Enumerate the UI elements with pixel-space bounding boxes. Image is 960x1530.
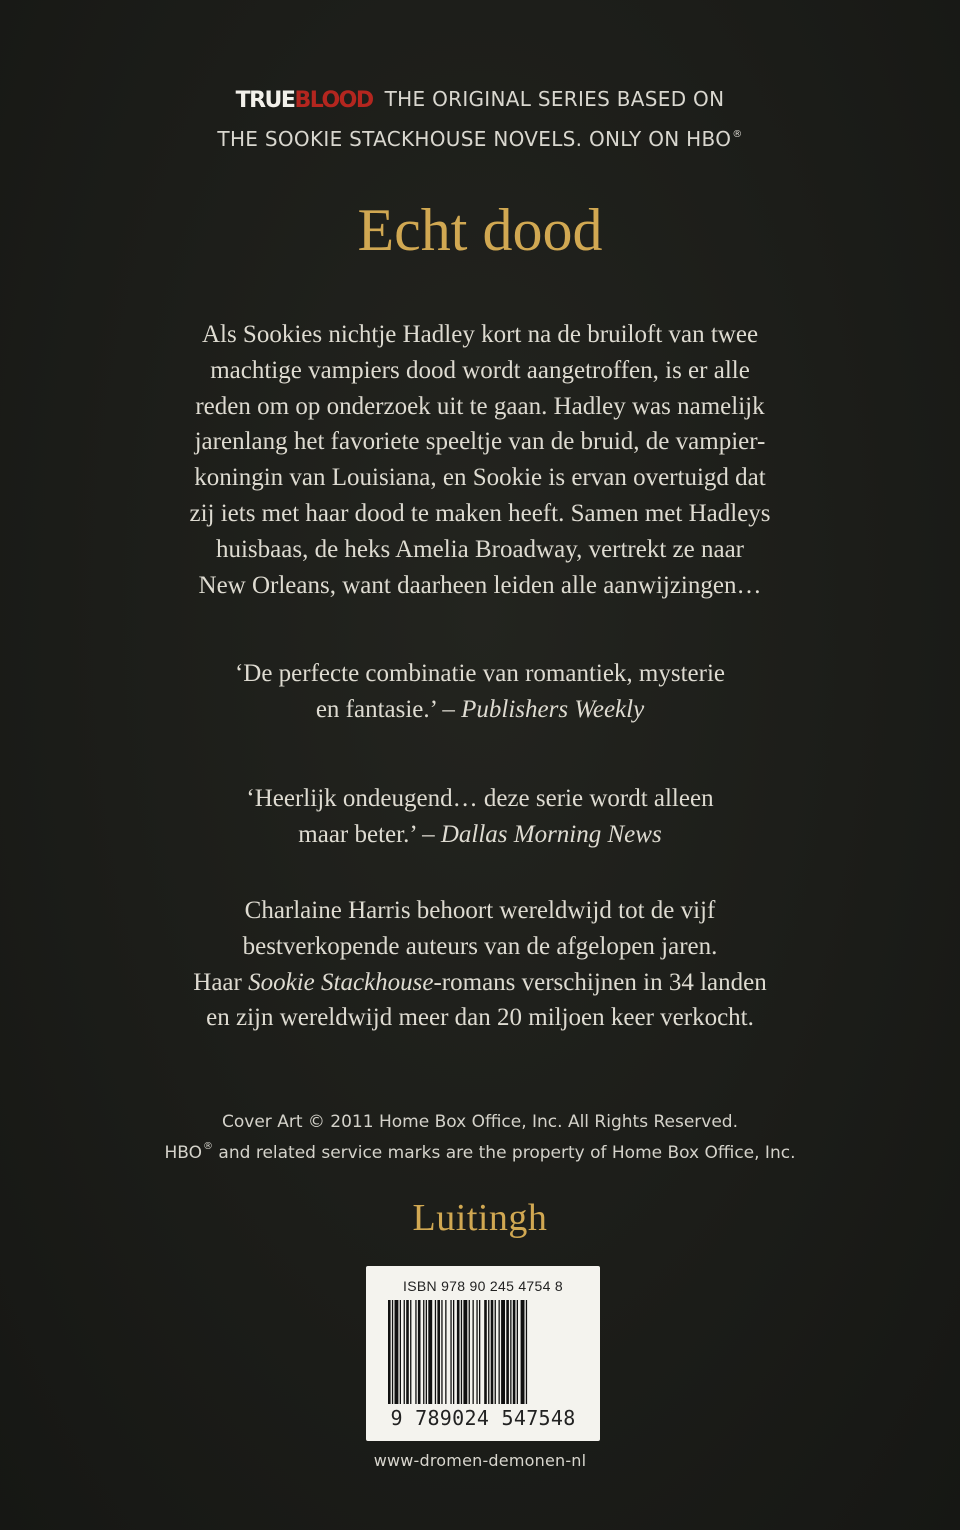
- copyright-notice: Cover Art © 2011 Home Box Office, Inc. All Rights Reserved.: [222, 1112, 738, 1132]
- quote-source: Dallas Morning News: [440, 820, 662, 848]
- publisher-logo: Luitingh: [412, 1197, 548, 1239]
- series-tagline-line2: THE SOOKIE STACKHOUSE NOVELS. ONLY ON HBO®: [217, 127, 743, 151]
- synopsis-line: zij iets met haar dood te maken heeft. Samen met Hadleys: [189, 499, 771, 527]
- review-quote-publishers-weekly: ‘De perfecte combinatie van romantiek, mysterie en fantasie.’ – Publishers Weekly: [234, 660, 726, 723]
- author-bio: Charlaine Harris behoort wereldwijd tot de vijf bestverkopende auteurs van de afgelopen jaren. Haar Sookie Stackhouse-romans verschijnen in 34 landen en zijn wereldwijd meer dan 20 miljoen keer verkocht.: [193, 897, 767, 1032]
- true-blood-logo: TRUEBLOOD: [235, 88, 373, 113]
- synopsis-line: huisbaas, de heks Amelia Broadway, vertrekt ze naar: [215, 535, 745, 563]
- synopsis-line: machtige vampiers dood wordt aangetroffen, is er alle: [210, 356, 750, 384]
- trademark-notice: HBO® and related service marks are the property of Home Box Office, Inc.: [164, 1141, 796, 1163]
- synopsis-line: jarenlang het favoriete speeltje van de bruid, de vampier-: [194, 428, 766, 456]
- barcode-number: 9 789024 547548: [390, 1406, 576, 1430]
- series-tagline-line1: TRUEBLOOD THE ORIGINAL SERIES BASED ON: [235, 87, 725, 113]
- barcode-bars-icon: [386, 1300, 580, 1404]
- synopsis: [100, 317, 860, 603]
- isbn-label: ISBN 978 90 245 4754 8: [403, 1278, 563, 1294]
- book-title: Echt dood: [357, 197, 603, 263]
- review-quote-dallas-morning-news: ‘Heerlijk ondeugend… deze serie wordt alleen maar beter.’ – Dallas Morning News: [246, 785, 714, 848]
- synopsis-line: Als Sookies nichtje Hadley kort na de bruiloft van twee: [201, 321, 759, 348]
- website-url: www-dromen-demonen-nl: [373, 1451, 587, 1470]
- synopsis-line: New Orleans, want daarheen leiden alle aanwijzingen…: [198, 571, 762, 599]
- synopsis-line: koningin van Louisiana, en Sookie is ervan overtuigd dat: [194, 464, 766, 492]
- isbn-barcode: [366, 1266, 600, 1441]
- synopsis-line: reden om op onderzoek uit te gaan. Hadley was namelijk: [195, 392, 765, 420]
- quote-source: Publishers Weekly: [461, 695, 645, 723]
